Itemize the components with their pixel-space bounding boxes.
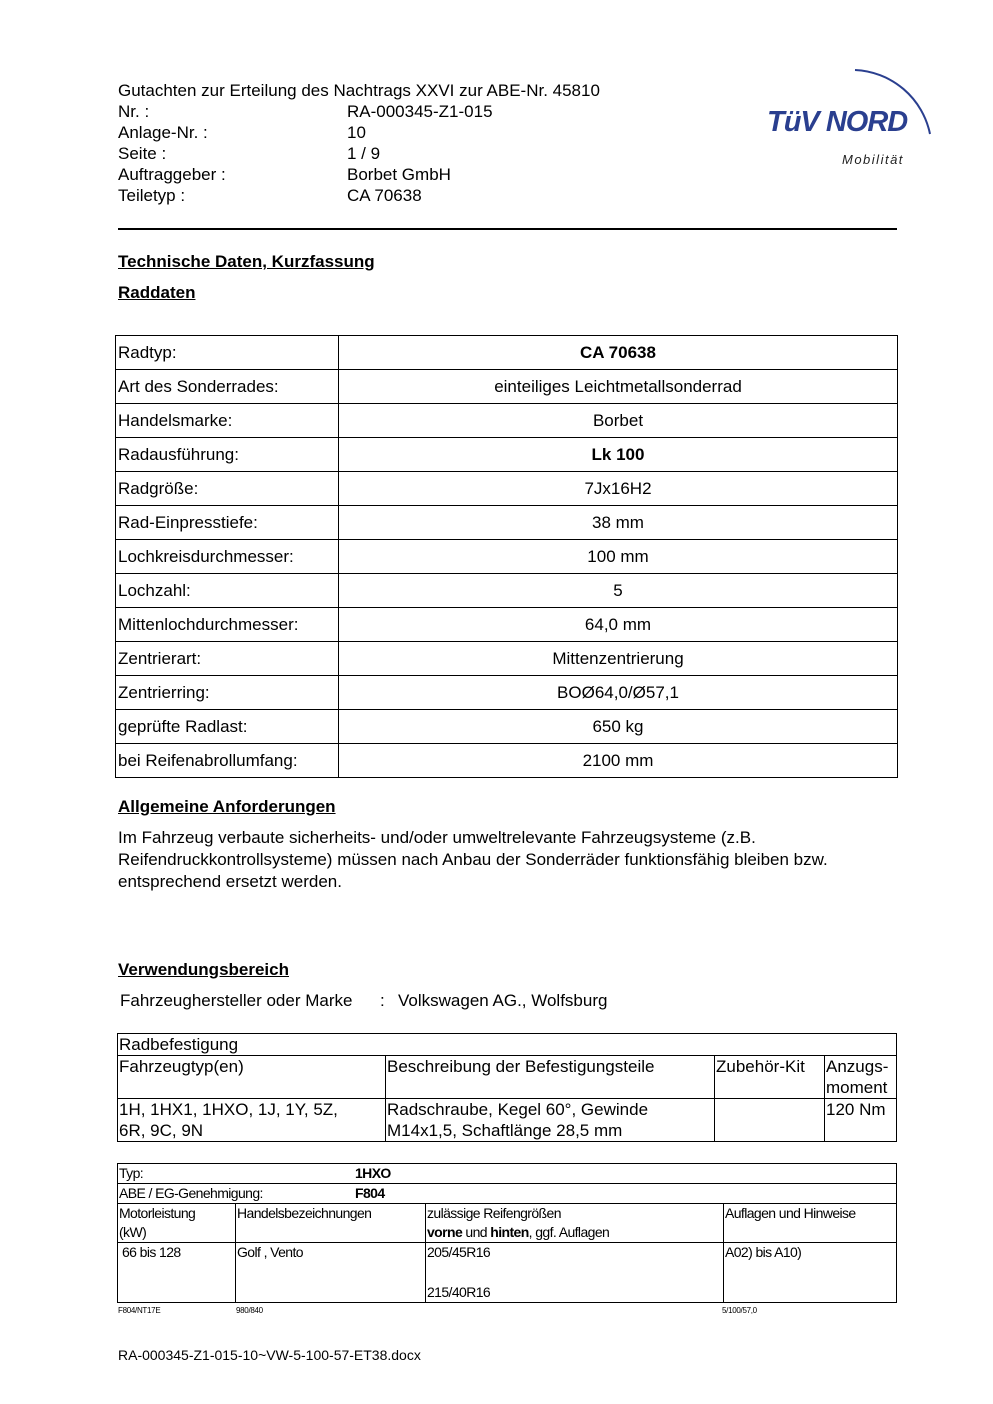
mounting-header-part: Anzugs- bbox=[826, 1057, 889, 1076]
header-row bbox=[118, 185, 600, 206]
description-line: M14x1,5, Schaftlänge 28,5 mm bbox=[387, 1121, 623, 1140]
mounting-caption: Radbefestigung bbox=[118, 1034, 897, 1056]
wheel-data-row bbox=[116, 472, 898, 506]
logo-subtitle: Mobilität bbox=[842, 152, 904, 167]
wheel-data-label: geprüfte Radlast: bbox=[116, 710, 339, 744]
power-value: 66 bis 128 bbox=[118, 1243, 236, 1303]
abe-label: ABE / EG-Genehmigung: bbox=[119, 1185, 263, 1201]
header-value: Borbet GmbH bbox=[347, 165, 451, 184]
mounting-header bbox=[825, 1056, 897, 1099]
wheel-data-row bbox=[116, 506, 898, 540]
wheel-data-value: Lk 100 bbox=[339, 438, 898, 472]
logo-wordmark: TüV NORD bbox=[767, 106, 908, 138]
wheel-data-value: CA 70638 bbox=[339, 336, 898, 370]
code-980: 980/840 bbox=[236, 1306, 263, 1315]
col-power-line: (kW) bbox=[119, 1224, 147, 1240]
wheel-data-row bbox=[116, 370, 898, 404]
document-header bbox=[118, 80, 600, 206]
header-row bbox=[118, 164, 600, 185]
header-value: RA-000345-Z1-015 bbox=[347, 102, 493, 121]
wheel-data-row bbox=[116, 574, 898, 608]
names-value: Golf , Vento bbox=[236, 1243, 426, 1303]
wheel-data-label: Mittenlochdurchmesser: bbox=[116, 608, 339, 642]
requirements-text bbox=[118, 827, 908, 893]
wheel-data-value: 5 bbox=[339, 574, 898, 608]
code-5100: 5/100/57,0 bbox=[722, 1306, 757, 1315]
header-row bbox=[118, 143, 600, 164]
col-tyres-rear: hinten bbox=[490, 1224, 529, 1240]
wheel-data-value: Borbet bbox=[339, 404, 898, 438]
col-tyres-and: und bbox=[462, 1224, 491, 1240]
header-label: Nr. : bbox=[118, 102, 150, 121]
maker-separator: : bbox=[380, 991, 385, 1010]
col-tyres-line bbox=[427, 1223, 722, 1242]
types-line: 1H, 1HX1, 1HXO, 1J, 1Y, 5Z, bbox=[119, 1100, 338, 1119]
abe-row bbox=[118, 1184, 897, 1204]
requirements-line: entsprechend ersetzt werden. bbox=[118, 872, 342, 891]
vehicle-table bbox=[117, 1163, 897, 1303]
mounting-header: Zubehör-Kit bbox=[715, 1056, 825, 1099]
types-line: 6R, 9C, 9N bbox=[119, 1121, 204, 1140]
section-subtitle: Raddaten bbox=[118, 283, 196, 302]
wheel-data-row bbox=[116, 404, 898, 438]
col-tyres-front: vorne bbox=[427, 1224, 463, 1240]
wheel-data-row bbox=[116, 608, 898, 642]
notes-value: A02) bis A10) bbox=[724, 1243, 897, 1303]
col-tyres-line: zulässige Reifengrößen bbox=[427, 1205, 561, 1221]
wheel-data-label: Radgröße: bbox=[116, 472, 339, 506]
wheel-data-label: Zentrierart: bbox=[116, 642, 339, 676]
mounting-kit bbox=[715, 1099, 825, 1142]
wheel-data-label: Radtyp: bbox=[116, 336, 339, 370]
type-label: Typ: bbox=[119, 1165, 144, 1181]
col-power bbox=[118, 1204, 236, 1243]
wheel-data-row bbox=[116, 710, 898, 744]
tyre-size: 205/45R16 bbox=[427, 1244, 491, 1260]
wheel-data-value: Mittenzentrierung bbox=[339, 642, 898, 676]
wheel-data-label: Art des Sonderrades: bbox=[116, 370, 339, 404]
tyres-value bbox=[426, 1243, 724, 1303]
mounting-header-part: moment bbox=[826, 1078, 888, 1097]
header-label: Auftraggeber : bbox=[118, 165, 226, 184]
wheel-data-value: 2100 mm bbox=[339, 744, 898, 778]
mounting-header: Beschreibung der Befestigungsteile bbox=[386, 1056, 715, 1099]
requirements-line: Im Fahrzeug verbaute sicherheits- und/oder umweltrelevante Fahrzeugsysteme (z.B. bbox=[118, 828, 756, 847]
wheel-data-row bbox=[116, 642, 898, 676]
col-notes: Auflagen und Hinweise bbox=[724, 1204, 897, 1243]
col-names: Handelsbezeichnungen bbox=[236, 1204, 426, 1243]
header-value: 10 bbox=[347, 123, 366, 142]
wheel-data-row bbox=[116, 336, 898, 370]
wheel-data-label: Lochzahl: bbox=[116, 574, 339, 608]
header-row bbox=[118, 101, 600, 122]
header-label: Anlage-Nr. : bbox=[118, 123, 208, 142]
wheel-data-row bbox=[116, 438, 898, 472]
col-power-line: Motorleistung bbox=[119, 1205, 196, 1221]
maker-line bbox=[118, 991, 607, 1011]
header-value: 1 / 9 bbox=[347, 144, 381, 163]
wheel-data-value: einteiliges Leichtmetallsonderrad bbox=[339, 370, 898, 404]
wheel-data-value: 38 mm bbox=[339, 506, 898, 540]
wheel-data-label: Rad-Einpresstiefe: bbox=[116, 506, 339, 540]
header-label: Teiletyp : bbox=[118, 186, 186, 205]
wheel-data-label: bei Reifenabrollumfang: bbox=[116, 744, 339, 778]
usage-title: Verwendungsbereich bbox=[118, 960, 289, 979]
maker-label: Fahrzeughersteller oder Marke bbox=[120, 991, 353, 1010]
abe-value: F804 bbox=[355, 1185, 385, 1201]
wheel-data-value: 650 kg bbox=[339, 710, 898, 744]
wheel-data-row bbox=[116, 540, 898, 574]
col-tyres-note: , ggf. Auflagen bbox=[528, 1224, 610, 1240]
mounting-torque: 120 Nm bbox=[825, 1099, 897, 1142]
wheel-data-value: BOØ64,0/Ø57,1 bbox=[339, 676, 898, 710]
wheel-data-label: Zentrierring: bbox=[116, 676, 339, 710]
header-row bbox=[118, 122, 600, 143]
mounting-header: Fahrzeugtyp(en) bbox=[118, 1056, 386, 1099]
description-line: Radschraube, Kegel 60°, Gewinde bbox=[387, 1100, 649, 1119]
mounting-types bbox=[118, 1099, 386, 1142]
col-tyres bbox=[426, 1204, 724, 1243]
footer-filename: RA-000345-Z1-015-10~VW-5-100-57-ET38.docx bbox=[118, 1347, 421, 1363]
wheel-data-value: 100 mm bbox=[339, 540, 898, 574]
section-title: Technische Daten, Kurzfassung bbox=[118, 252, 375, 271]
wheel-data-label: Handelsmarke: bbox=[116, 404, 339, 438]
tuv-nord-logo bbox=[760, 58, 945, 173]
header-title: Gutachten zur Erteilung des Nachtrags XXVI zur ABE-Nr. 45810 bbox=[118, 81, 600, 100]
header-value: CA 70638 bbox=[347, 186, 422, 205]
header-divider bbox=[118, 228, 897, 230]
type-row bbox=[118, 1164, 897, 1184]
header-label: Seite : bbox=[118, 144, 167, 163]
requirements-title: Allgemeine Anforderungen bbox=[118, 797, 336, 816]
maker-value: Volkswagen AG., Wolfsburg bbox=[398, 991, 608, 1010]
mounting-table bbox=[117, 1033, 897, 1142]
wheel-data-row bbox=[116, 676, 898, 710]
mounting-description bbox=[386, 1099, 715, 1142]
requirements-line: Reifendruckkontrollsysteme) müssen nach Anbau der Sonderräder funktionsfähig bleiben bzw. bbox=[118, 850, 828, 869]
wheel-data-table bbox=[115, 335, 898, 778]
wheel-data-label: Radausführung: bbox=[116, 438, 339, 472]
wheel-data-value: 64,0 mm bbox=[339, 608, 898, 642]
type-value: 1HXO bbox=[355, 1165, 391, 1181]
wheel-data-row bbox=[116, 744, 898, 778]
wheel-data-value: 7Jx16H2 bbox=[339, 472, 898, 506]
wheel-data-label: Lochkreisdurchmesser: bbox=[116, 540, 339, 574]
code-f804: F804/NT17E bbox=[118, 1306, 161, 1315]
tyre-size: 215/40R16 bbox=[427, 1284, 491, 1300]
